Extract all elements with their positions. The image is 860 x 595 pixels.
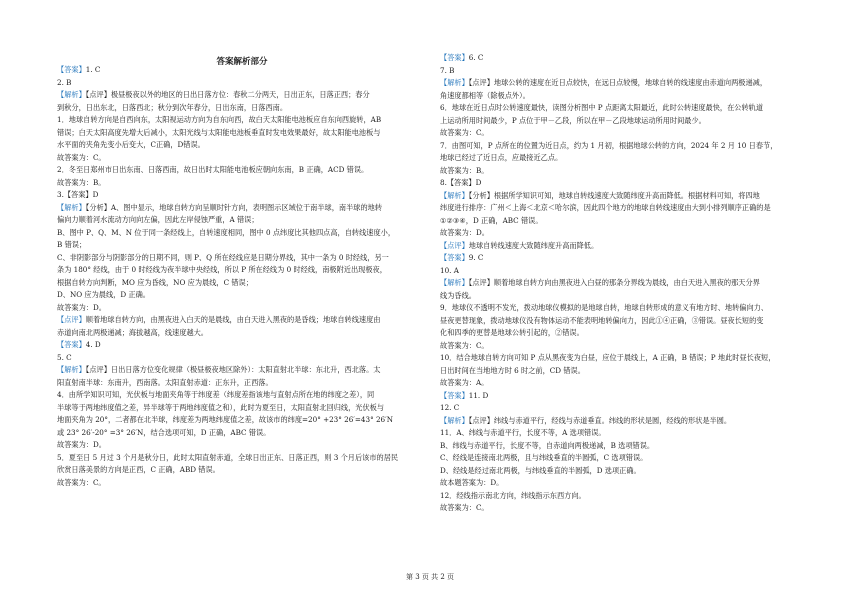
text-line [440,265,810,278]
text-line [440,415,810,428]
line-text: 到秋分，日出东北，日落西北；秋分到次年春分，日出东南，日落西南。 [57,102,288,112]
text-line [440,65,810,78]
line-text: 欣赏日落美景的方向是正西，C 正确，ABD 错误。 [57,465,220,474]
label-tag: 【答案】 [440,253,469,262]
line-text: 赤道向南北两极递减；海拔越高，线速度越大。 [57,327,208,337]
text-line [57,314,427,327]
line-text: 故答案为：C。 [440,128,489,137]
text-line [440,502,810,515]
text-line [440,227,810,240]
line-text: 4．由所学知识可知，光伏板与地面夹角等于纬度差（纬度差指该地与直射点所在地的纬度之差），同 [57,390,375,399]
text-line [57,214,427,227]
text-line [57,177,427,190]
label-tag: 【解析】 [57,90,86,99]
line-text: 日出时间在当地地方时 6 时之前，CD 错误。 [440,365,585,375]
line-text: C、经线是连接南北两极，且与纬线垂直的半圆弧，C 选项错误。 [440,453,648,462]
label-tag: 【解析】 [57,202,86,212]
line-text: 【点评】日出日落方位变化规律（极昼极夜地区除外）：太阳直射北半球：东北升，西北落。太 [85,365,381,374]
line-text: 故答案为：D。 [57,302,106,312]
text-line [57,89,427,102]
text-line [440,327,810,340]
label-tag: 【点评】 [440,240,469,250]
text-line [57,77,427,90]
line-text: 3.【答案】D [57,190,99,199]
label-tag: 【解析】 [440,190,469,200]
text-line [57,364,427,377]
line-text: B、图中 P、Q、M、N 位于同一条经线上，自转速度相同，图中 0 点纬度比其他四点高，自转线速度小， [57,227,396,237]
line-text: 7．由图可知，P 点所在的位置为近日点，约为 1 月初，根据地球公转的方向，2024 年 2 月 10 日春节， [440,140,778,150]
text-line [440,290,810,303]
line-text: 角速度都相等（除极点外）。 [440,90,530,100]
line-text: 8.【答案】D [440,178,482,187]
line-text: 故答案为：C。 [57,152,106,162]
line-text: 12. C [440,403,460,412]
text-line [440,452,810,465]
page-footer: 第 3 页 共 2 页 [405,573,455,581]
text-line [440,365,810,378]
text-line [440,402,810,415]
line-text: 【分析】根据所学知识可知，地球自转线速度大致随纬度升高而降低。根据材料可知，将四地 [468,190,760,200]
line-text: 故答案为：B。 [440,165,489,175]
text-line [57,64,427,77]
label-tag: 【解析】 [440,78,469,87]
text-line [440,190,810,203]
label-tag: 【答案】 [57,65,86,74]
line-text: 4. D [85,340,101,349]
text-line [57,252,427,265]
label-tag: 【解析】 [440,278,469,287]
right-column [440,52,810,515]
line-text: 10. A [440,265,459,275]
text-line [57,339,427,352]
text-line [57,477,427,490]
line-text: B 错误； [57,240,87,249]
text-line [440,240,810,253]
label-tag: 【解析】 [440,415,469,425]
line-text: 1．地球自转方向是自西向东，太阳视运动方向为自东向西，故白天太阳能电池板应自东向西旋转，AB [57,115,382,124]
text-line [57,452,427,465]
line-text: 11. D [468,390,489,400]
label-tag: 【解析】 [57,365,86,374]
line-text: 【点评】顺着地球自转方向由黑夜进入白昼的那条分界线为晨线，由白天进入黑夜的那天分界 [468,278,760,287]
text-line [57,402,427,415]
text-line [57,127,427,140]
line-text: 9. C [468,253,484,262]
text-line [57,439,427,452]
text-line [440,115,810,128]
line-text: 5. C [57,352,72,362]
line-text: 故答案为：B。 [57,177,106,187]
line-text: 昼夜更替现象，拨动地球仪没有物体运动不能表明地转偏向力，因此①④正确，③错误。昼夜长短的变 [440,315,764,325]
line-text: 故本题答案为：D。 [440,478,504,487]
text-line [57,202,427,215]
label-tag: 【答案】 [57,340,86,349]
line-text: 根据自转方向判断，MO 应为昏线，NO 应为晨线，C 错误； [57,277,253,287]
left-column [57,52,427,489]
text-line [440,215,810,228]
line-text: 上运动所用时间最少，P 点位于甲－乙段，所以在甲－乙段地球运动所用时间最少。 [440,115,706,125]
text-line [440,490,810,503]
line-text: 11．A、纬线与赤道平行，长度不等，A 选项错误。 [440,428,606,437]
line-text: 故答案为：A。 [440,378,489,387]
line-text: B、纬线与赤道平行，长度不等，自赤道向两极递减，B 选项错误。 [440,440,655,450]
line-text: C、非阴影部分与阴影部分的日期不同，则 P、Q 所在经线应是日期分界线，其中一条为 0 时经线，另一 [57,252,389,262]
line-text: 水平面的夹角先变小后变大，C正确，D错误。 [57,140,205,149]
line-text: 错误；白天太阳高度先增大后减小，太阳光线与太阳能电池板垂直时发电效果最好，故太阳能电池板与 [57,127,381,137]
line-text: 5．夏至日 5 月过 3 个月是秋分日，此时太阳直射赤道，全球日出正东、日落正西，则 3 个月后该市的居民 [57,452,399,462]
line-text: 2. B [57,77,72,87]
text-line [440,427,810,440]
line-text: 顺着地球自转方向，由黑夜进入白天的是晨线，由白天进入黑夜的是昏线；地球自转线速度由 [85,315,381,324]
text-line [440,277,810,290]
line-text: 6．地球在近日点时公转速度最快，读图分析图中 P 点距离太阳最近，此时公转速度最快，在公转轨道 [440,103,764,112]
text-line [440,315,810,328]
line-text: 【点评】极昼极夜以外的地区的日出日落方位：春秋二分两天，日出正东，日落正西；春分 [85,90,370,99]
line-text: 9．地球仪不透明不发光，拨动地球仪模拟的是地球自转，地球自转形成的意义有地方时、地转偏向力、 [440,303,769,312]
text-line [57,114,427,127]
text-line [57,302,427,315]
line-text: 偏向力顺着河水流动方向向左偏，因此左岸侵蚀严重，A 错误； [57,215,259,224]
line-text: 故答案为：C。 [440,340,489,350]
text-line [440,90,810,103]
text-line [57,189,427,202]
text-line [440,352,810,365]
text-line [440,440,810,453]
section-title: 答案解析部分 [216,57,268,67]
line-text: 地面夹角为 20°，二者都在北半球，纬度差为两地纬度值之差，故该市的纬度=20° +23° 26′=43° 26′N [57,415,394,424]
line-text: ①②③④，D 正确，ABC 错误。 [440,215,543,225]
text-line [440,77,810,90]
text-line [440,477,810,490]
line-text: D、NO 应为晨线，D 正确。 [57,290,150,299]
line-text: 或 23° 26′-20° =3° 26′N，结合选项可知，D 正确，ABC 错误。 [57,427,271,437]
text-line [57,464,427,477]
line-text: 【点评】地球公转的速度在近日点较快，在远日点较慢，地球自转的线速度由赤道向两极递减， [468,78,768,87]
line-text: 线为昏线。 [440,290,476,300]
text-line [57,289,427,302]
line-text: 1. C [85,65,101,74]
line-text: 故答案为：C。 [57,477,106,487]
line-text: 阳直射南半球：东南升，西南落。太阳直射赤道：正东升，正西落。 [57,377,273,387]
text-line [57,164,427,177]
text-line [57,264,427,277]
text-line [440,202,810,215]
text-line [57,327,427,340]
text-line [440,302,810,315]
text-line [57,427,427,440]
line-text: 地球已经过了近日点，应最接近乙点。 [440,153,563,162]
text-line [440,340,810,353]
line-text: 【点评】纬线与赤道平行，经线与赤道垂直。纬线的形状是圆，经线的形状是半圆。 [468,415,732,425]
line-text: 故答案为：D。 [440,228,489,237]
label-tag: 【答案】 [440,390,469,400]
line-text: 半球等于两地纬度值之差，异半球等于两地纬度值之和），此时为夏至日，太阳直射北回归线，光伏板与 [57,402,385,412]
text-line [57,139,427,152]
line-text: 6. C [468,53,484,62]
line-text: 纬度进行排序：广州＜上海＜北京＜哈尔滨，因此四个地方的地球自转线速度由大到小排列顺序正确的是 [440,203,771,212]
text-line [57,152,427,165]
line-text: 化和四季的更替是地球公转引起的，②错误。 [440,328,584,337]
label-tag: 【答案】 [440,53,469,62]
line-text: 地球自转线速度大致随纬度升高而降低。 [468,240,599,250]
text-line [440,152,810,165]
text-line [57,377,427,390]
text-line [440,52,810,65]
line-text: 故答案为：D。 [57,440,106,449]
line-text: 【分析】A、图中显示，地球自转方向呈顺时针方向，表明图示区域位于南半球，南半球的地转 [85,202,383,212]
text-line [440,140,810,153]
text-line [57,227,427,240]
line-text: 故答案为：C。 [440,503,489,512]
text-line [440,102,810,115]
text-line [440,390,810,403]
text-line [440,165,810,178]
text-line [57,102,427,115]
text-line [57,277,427,290]
text-line [57,389,427,402]
line-text: 2．冬至日郑州市日出东南、日落西南，故日出时太阳能电池板应朝向东南，B 正确，ACD 错误。 [57,165,369,174]
label-tag: 【点评】 [57,315,86,324]
text-line [440,177,810,190]
text-line [440,465,810,478]
text-line [440,252,810,265]
text-line [57,352,427,365]
text-line [57,414,427,427]
line-text: 条为 180° 经线，由于 0 时经线为夜半球中央经线，所以 P 所在经线为 0 时经线，南极附近出现极夜， [57,265,387,274]
text-line [440,377,810,390]
line-text: 7. B [440,65,455,75]
line-text: D、经线是经过南北两极，与纬线垂直的半圆弧，D 选项正确。 [440,465,641,475]
line-text: 12．经线指示南北方向，纬线指示东西方向。 [440,490,586,500]
line-text: 10．结合地球自转方向可知 P 点从黑夜变为白昼，应位于晨线上，A 正确，B 错误；P 地此时昼长夜短， [440,353,776,362]
text-line [57,239,427,252]
text-line [440,127,810,140]
